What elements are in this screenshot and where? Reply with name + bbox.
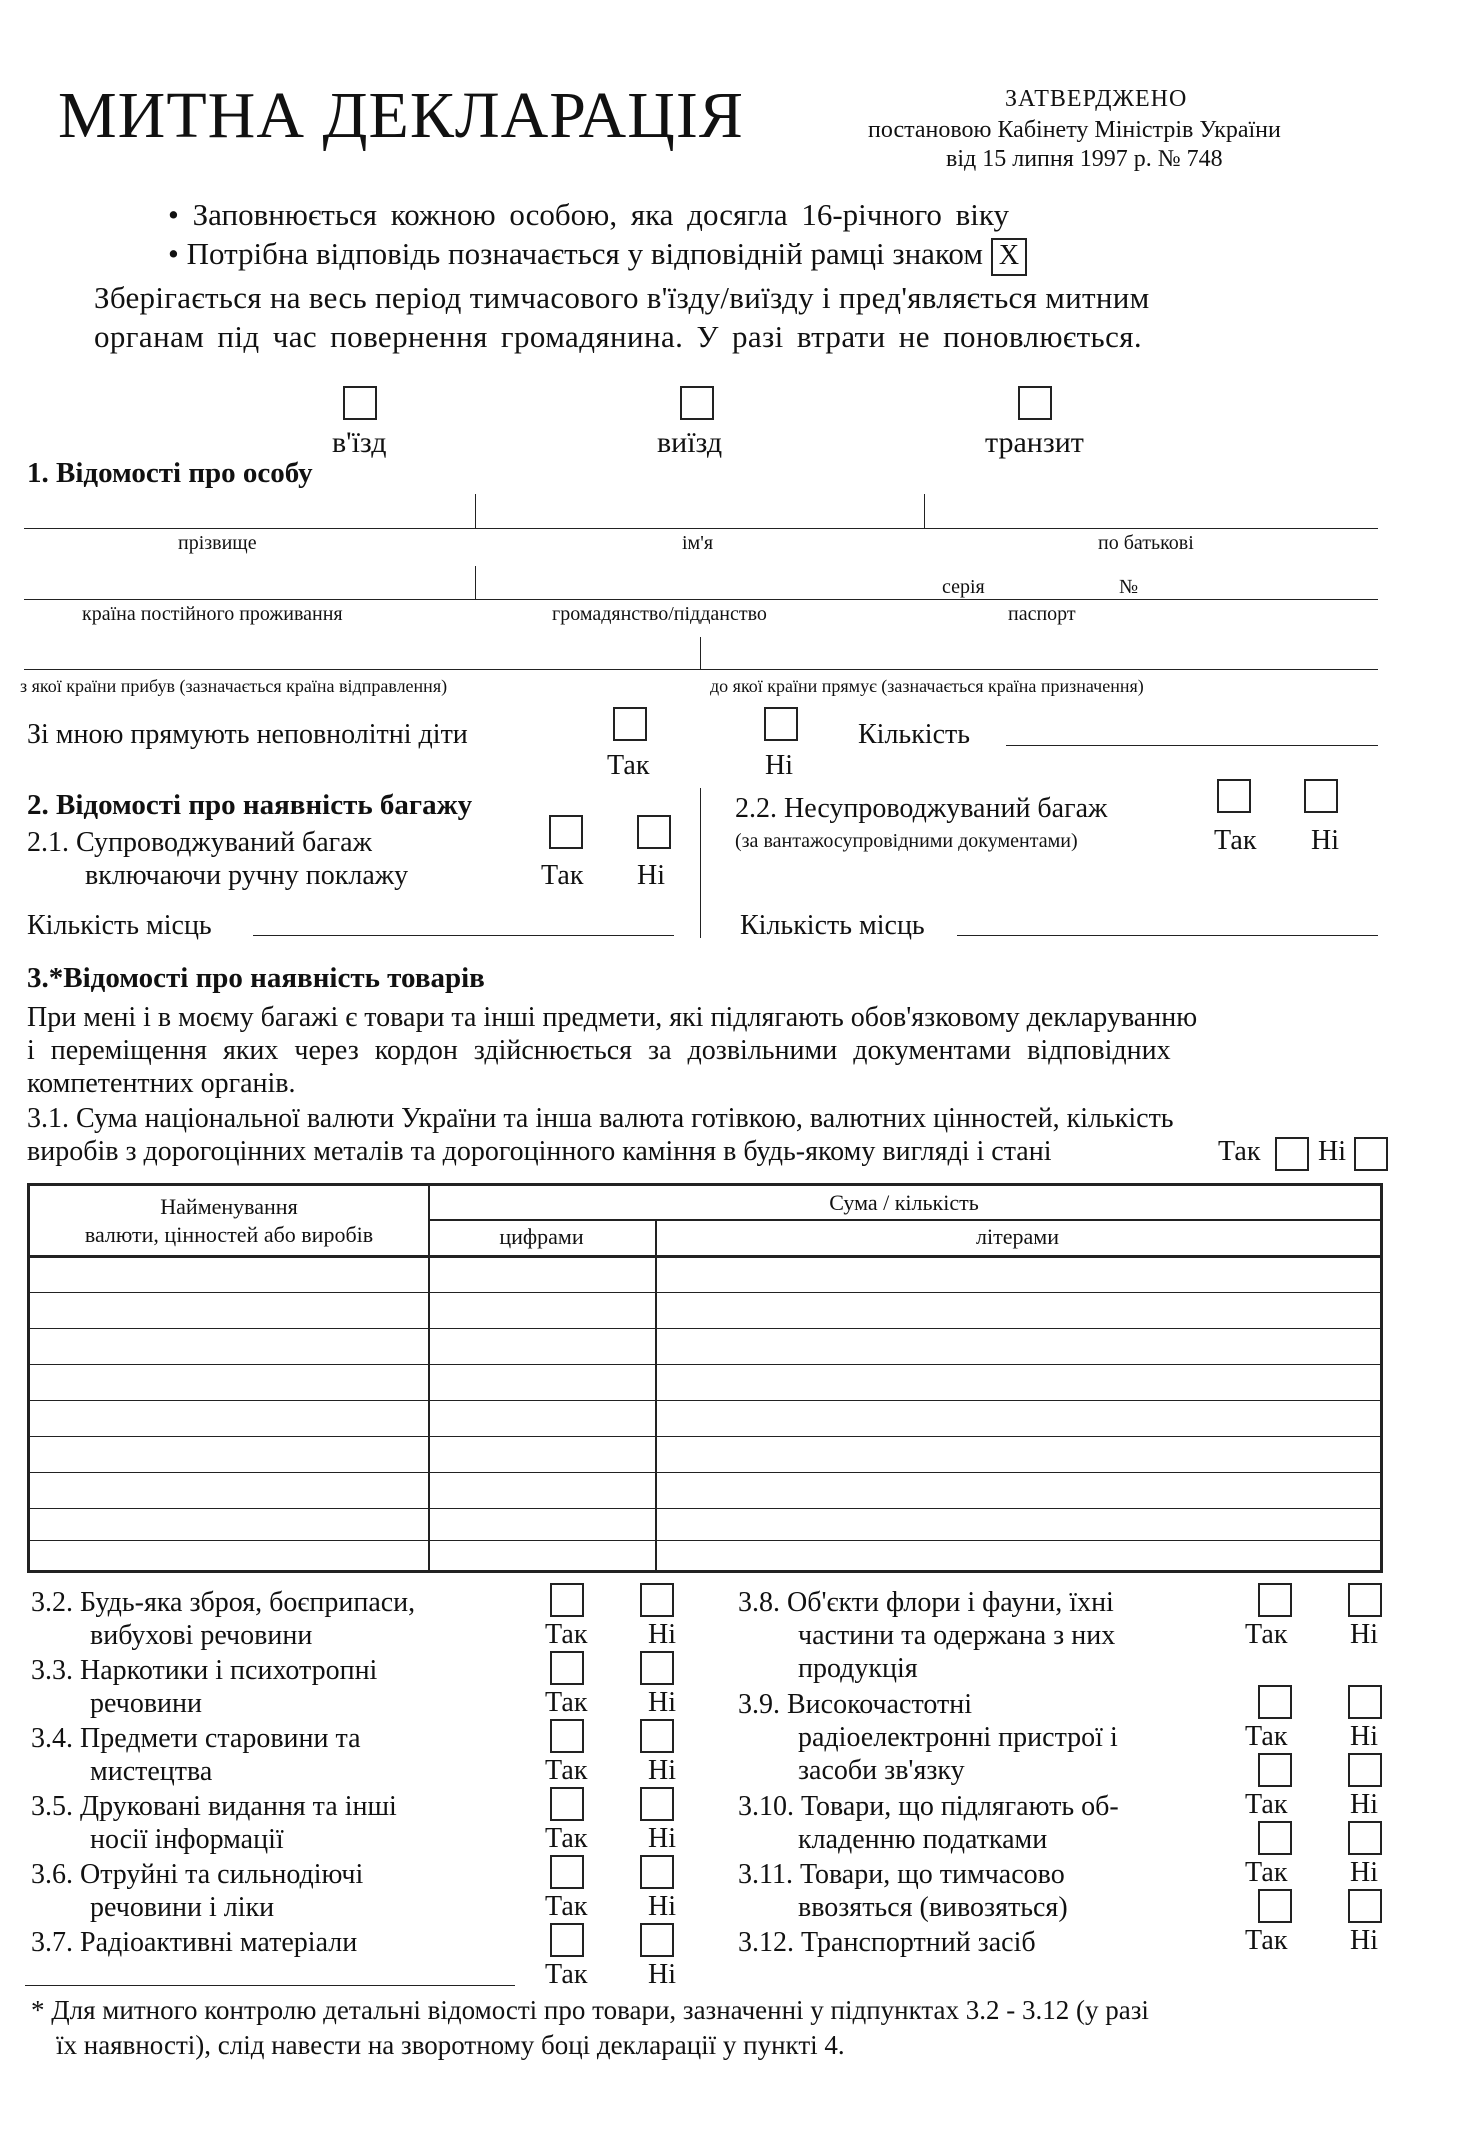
item-3-10-yes-label: Так xyxy=(1245,1789,1288,1820)
item-3-7-no-label: Ні xyxy=(648,1959,676,1990)
accompanied-places-field[interactable] xyxy=(253,935,674,936)
item-3-2-yes-checkbox[interactable] xyxy=(550,1583,584,1617)
item-3-10-no-label: Ні xyxy=(1350,1789,1378,1820)
item-3-11-line2: ввозяться (вивозяться) xyxy=(798,1892,1068,1923)
unaccompanied-places-label: Кількість місць xyxy=(740,910,925,941)
table-header-name-line2: валюти, цінностей або виробів xyxy=(84,1222,374,1247)
accompanied-yes-checkbox[interactable] xyxy=(549,815,583,849)
item-3-12-no-checkbox[interactable] xyxy=(1348,1889,1382,1923)
currency-table xyxy=(27,1183,1383,1573)
q31-yes-label: Так xyxy=(1218,1136,1261,1167)
item-3-5-line1: 3.5. Друковані видання та інші xyxy=(31,1791,397,1822)
series-label: серія xyxy=(942,576,985,598)
item-3-2-no-checkbox[interactable] xyxy=(640,1583,674,1617)
item-3-9-line1: 3.9. Високочастотні xyxy=(738,1689,972,1720)
item-3-6-yes-checkbox[interactable] xyxy=(550,1855,584,1889)
name-label: ім'я xyxy=(682,532,714,554)
section3-paragraph-line2: і переміщення яких через кордон здійснюється за дозвільними документами відповідних xyxy=(27,1035,1171,1066)
intro-bullet-2: • Потрібна відповідь позначається у відповідній рамці знаком X xyxy=(168,236,1027,276)
unaccompanied-yes-checkbox[interactable] xyxy=(1217,779,1251,813)
accompanied-no-checkbox[interactable] xyxy=(637,815,671,849)
unaccompanied-places-field[interactable] xyxy=(957,935,1378,936)
children-count-field[interactable] xyxy=(1006,745,1378,746)
patronymic-label: по батькові xyxy=(1098,532,1194,554)
item-3-7-yes-checkbox[interactable] xyxy=(550,1923,584,1957)
item-3-9-no-checkbox[interactable] xyxy=(1348,1685,1382,1719)
item-3-2-line2: вибухові речовини xyxy=(90,1620,313,1651)
approved-by: постановою Кабінету Міністрів України xyxy=(868,117,1281,143)
section3-paragraph-line3: компетентних органів. xyxy=(27,1068,296,1099)
item-3-7-yes-label: Так xyxy=(545,1959,588,1990)
item-3-3-line2: речовини xyxy=(90,1688,202,1719)
footnote-line2: їх наявності), слід навести на зворотному боці декларації у пункті 4. xyxy=(56,2030,845,2060)
unaccompanied-yes-label: Так xyxy=(1214,825,1257,856)
mark-example: X xyxy=(991,238,1027,276)
approved-date: від 15 липня 1997 р. № 748 xyxy=(946,146,1223,172)
intro-paragraph-line1: Зберігається на весь період тимчасового в'їзду/виїзду і пред'являється митним xyxy=(94,280,1150,315)
item-3-6-line1: 3.6. Отруйні та сильнодіючі xyxy=(31,1859,364,1890)
item-3-5-line2: носії інформації xyxy=(90,1824,284,1855)
table-row[interactable] xyxy=(30,1328,1380,1329)
q31-line1: 3.1. Сума національної валюти України та інша валюта готівкою, валютних цінностей, кількість xyxy=(27,1103,1174,1134)
item-3-12-line1: 3.12. Транспортний засіб xyxy=(738,1927,1036,1958)
item-3-3-line1: 3.3. Наркотики і психотропні xyxy=(31,1655,378,1686)
section2-title: 2. Відомості про наявність багажу xyxy=(27,789,473,821)
section3-paragraph-line1: При мені і в моєму багажі є товари та інші предмети, які підлягають обов'язковому декларуванню xyxy=(27,1002,1198,1033)
unaccompanied-line2: (за вантажосупровідними документами) xyxy=(735,830,1078,852)
item-3-4-yes-checkbox[interactable] xyxy=(550,1719,584,1753)
item-3-11-yes-checkbox[interactable] xyxy=(1258,1821,1292,1855)
q31-line2: виробів з дорогоцінних металів та дорогоцінного каміння в будь-якому вигляді і стані xyxy=(27,1136,1052,1167)
item-3-9-line3: засоби зв'язку xyxy=(798,1755,965,1786)
item-3-2-no-label: Ні xyxy=(648,1619,676,1650)
children-yes-checkbox[interactable] xyxy=(613,707,647,741)
table-header-sum: Сума / кількість xyxy=(829,1190,979,1215)
footnote-line1: * Для митного контролю детальні відомості про товари, зазначенні у підпунктах 3.2 - 3.12 (у разі xyxy=(31,1995,1149,2025)
item-3-6-no-checkbox[interactable] xyxy=(640,1855,674,1889)
table-row[interactable] xyxy=(30,1364,1380,1365)
to-country-label: до якої країни прямує (зазначається країна призначення) xyxy=(710,676,1144,696)
item-3-8-yes-label: Так xyxy=(1245,1619,1288,1650)
item-3-3-yes-checkbox[interactable] xyxy=(550,1651,584,1685)
item-3-8-no-checkbox[interactable] xyxy=(1348,1583,1382,1617)
surname-label: прізвище xyxy=(178,532,257,554)
exit-label: виїзд xyxy=(657,426,723,459)
table-row[interactable] xyxy=(30,1540,1380,1541)
children-no-checkbox[interactable] xyxy=(764,707,798,741)
item-3-3-no-label: Ні xyxy=(648,1687,676,1718)
residence-row-line[interactable] xyxy=(24,599,1378,600)
item-3-3-yes-label: Так xyxy=(545,1687,588,1718)
table-header-words: літерами xyxy=(976,1224,1059,1249)
transit-label: транзит xyxy=(985,426,1084,459)
item-3-9-no-label: Ні xyxy=(1350,1721,1378,1752)
accompanied-yes-label: Так xyxy=(541,860,584,891)
item-3-8-line1: 3.8. Об'єкти флори і фауни, їхні xyxy=(738,1587,1114,1618)
q31-yes-checkbox[interactable] xyxy=(1275,1137,1309,1171)
table-header-digits: цифрами xyxy=(499,1224,584,1249)
item-3-11-no-checkbox[interactable] xyxy=(1348,1821,1382,1855)
intro-bullet-1: • Заповнюється кожною особою, яка досягла 16-річного віку xyxy=(168,197,1010,232)
item-3-5-no-label: Ні xyxy=(648,1823,676,1854)
intro-paragraph-line2: органам під час повернення громадянина. У разі втрати не поновлюється. xyxy=(94,319,1143,354)
item-3-5-no-checkbox[interactable] xyxy=(640,1787,674,1821)
children-count-label: Кількість xyxy=(858,719,971,750)
item-3-8-line3: продукція xyxy=(798,1653,918,1684)
item-3-10-line1: 3.10. Товари, що підлягають об- xyxy=(738,1791,1119,1822)
item-3-6-yes-label: Так xyxy=(545,1891,588,1922)
country-residence-label: країна постійного проживання xyxy=(82,603,343,625)
item-3-2-line1: 3.2. Будь-яка зброя, боєприпаси, xyxy=(31,1587,416,1618)
accompanied-line2: включаючи ручну поклажу xyxy=(85,860,409,891)
children-question: Зі мною прямують неповнолітні діти xyxy=(27,719,468,750)
item-3-4-line1: 3.4. Предмети старовини та xyxy=(31,1723,361,1754)
item-3-12-no-label: Ні xyxy=(1350,1925,1378,1956)
item-3-5-yes-checkbox[interactable] xyxy=(550,1787,584,1821)
item-3-11-yes-label: Так xyxy=(1245,1857,1288,1888)
item-3-4-no-label: Ні xyxy=(648,1755,676,1786)
accompanied-line1: 2.1. Супроводжуваний багаж xyxy=(27,827,372,858)
item-3-10-yes-checkbox[interactable] xyxy=(1258,1753,1292,1787)
item-3-11-no-label: Ні xyxy=(1350,1857,1378,1888)
item-3-4-yes-label: Так xyxy=(545,1755,588,1786)
page-title: МИТНА ДЕКЛАРАЦІЯ xyxy=(58,79,744,152)
from-country-label: з якої країни прибув (зазначається країна відправлення) xyxy=(20,676,448,696)
item-3-7-line1: 3.7. Радіоактивні матеріали xyxy=(31,1927,358,1958)
item-3-10-line2: кладенню податками xyxy=(798,1824,1048,1855)
left-items-divider xyxy=(25,1985,515,1986)
item-3-2-yes-label: Так xyxy=(545,1619,588,1650)
item-3-10-no-checkbox[interactable] xyxy=(1348,1753,1382,1787)
item-3-7-no-checkbox[interactable] xyxy=(640,1923,674,1957)
table-row[interactable] xyxy=(30,1508,1380,1509)
item-3-9-yes-label: Так xyxy=(1245,1721,1288,1752)
unaccompanied-no-label: Ні xyxy=(1311,825,1339,856)
transit-checkbox[interactable] xyxy=(1018,386,1052,420)
table-row[interactable] xyxy=(30,1472,1380,1473)
citizenship-label: громадянство/підданство xyxy=(552,603,767,625)
section1-title: 1. Відомості про особу xyxy=(27,457,313,489)
exit-checkbox[interactable] xyxy=(680,386,714,420)
item-3-8-line2: частини та одержана з них xyxy=(798,1620,1116,1651)
item-3-5-yes-label: Так xyxy=(545,1823,588,1854)
children-yes-label: Так xyxy=(607,750,650,781)
item-3-11-line1: 3.11. Товари, що тимчасово xyxy=(738,1859,1065,1890)
passport-label: паспорт xyxy=(1008,603,1076,625)
item-3-12-yes-label: Так xyxy=(1245,1925,1288,1956)
q31-no-checkbox[interactable] xyxy=(1354,1137,1388,1171)
item-3-4-line2: мистецтва xyxy=(90,1756,213,1787)
q31-no-label: Ні xyxy=(1318,1136,1346,1167)
item-3-8-yes-checkbox[interactable] xyxy=(1258,1583,1292,1617)
passport-number-label: № xyxy=(1119,576,1139,598)
name-row-line[interactable] xyxy=(24,528,1378,529)
table-header-name-line1: Найменування xyxy=(160,1194,298,1219)
item-3-8-no-label: Ні xyxy=(1350,1619,1378,1650)
children-no-label: Ні xyxy=(765,750,793,781)
entry-label: в'їзд xyxy=(332,426,387,459)
unaccompanied-no-checkbox[interactable] xyxy=(1304,779,1338,813)
item-3-4-no-checkbox[interactable] xyxy=(640,1719,674,1753)
entry-checkbox[interactable] xyxy=(343,386,377,420)
approved-label: ЗАТВЕРДЖЕНО xyxy=(1005,86,1188,112)
table-row[interactable] xyxy=(30,1292,1380,1293)
item-3-12-yes-checkbox[interactable] xyxy=(1258,1889,1292,1923)
item-3-6-line2: речовини і ліки xyxy=(90,1892,275,1923)
table-row[interactable] xyxy=(30,1436,1380,1437)
section3-title: 3.*Відомості про наявність товарів xyxy=(27,962,485,994)
route-row-line[interactable] xyxy=(24,669,1378,670)
item-3-3-no-checkbox[interactable] xyxy=(640,1651,674,1685)
item-3-9-line2: радіоелектронні пристрої і xyxy=(798,1722,1118,1753)
table-row[interactable] xyxy=(30,1400,1380,1401)
item-3-9-yes-checkbox[interactable] xyxy=(1258,1685,1292,1719)
accompanied-no-label: Ні xyxy=(637,860,665,891)
accompanied-places-label: Кількість місць xyxy=(27,910,212,941)
item-3-6-no-label: Ні xyxy=(648,1891,676,1922)
unaccompanied-line1: 2.2. Несупроводжуваний багаж xyxy=(735,793,1108,824)
